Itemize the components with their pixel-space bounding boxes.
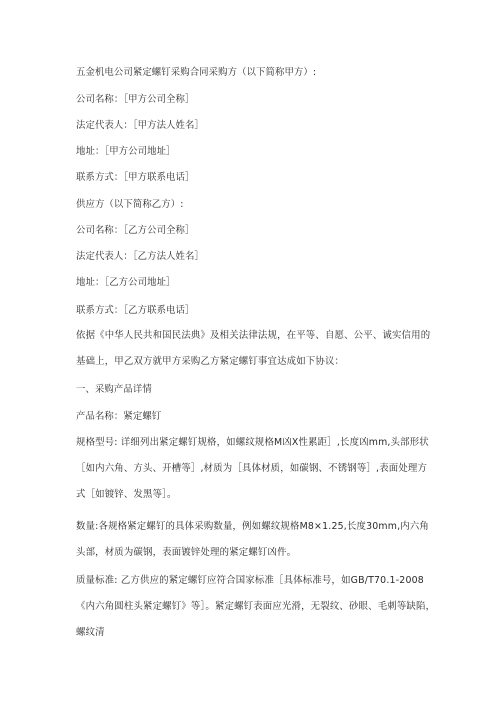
quality-paragraph: 质量标准: 乙方供应的紧定螺钉应符合国家标准［具体标准号，如GB/T70.1-2008《内六角圆柱头紧定螺钉》等］。紧定螺钉表面应光滑，无裂纹、砂眼、毛刺等缺陷，螺纹清 <box>76 575 436 638</box>
spec-paragraph: 规格型号: 详细列出紧定螺钉规格，如螺纹规格M凶X性累距］,长度凶mm,头部形状［如内六角、方头、开槽等］,材质为［具体材质，如碳钢、不锈钢等］,表面处理方式［如镀锌、发黑等］。 <box>76 437 429 500</box>
supplier-intro: 供应方（以下简称乙方）: <box>76 199 184 210</box>
party-a-address: 地址：［甲方公司地址］ <box>76 146 176 157</box>
quantity-paragraph: 数量:各规格紧定螺钉的具体采购数量，例如螺纹规格M8×1.25,长度30mm,内六角头部，材质为碳钢，表面镀锌处理的紧定螺钉凶件。 <box>76 521 429 558</box>
section-heading: 一、采购产品详情 <box>76 384 152 395</box>
contract-intro: 五金机电公司紧定螺钉采购合同采购方（以下简称甲方）: <box>76 67 317 78</box>
product-name: 产品名称：紧定螺钉 <box>76 411 162 422</box>
party-a-contact: 联系方式：［甲方联系电话］ <box>76 172 195 183</box>
party-b-company-name: 公司名称：［乙方公司全称］ <box>76 225 195 236</box>
party-b-contact: 联系方式：［乙方联系电话］ <box>76 305 195 316</box>
party-a-legal-rep: 法定代表人：［甲方法人姓名］ <box>76 120 204 131</box>
legal-basis-paragraph: 依据《中华人民共和国民法典》及相关法律法规，在平等、自愿、公平、诚实信用的基础上，甲乙双方就甲方采购乙方紧定螺钉事宜达成如下协议： <box>76 330 431 367</box>
party-b-legal-rep: 法定代表人：［乙方法人姓名］ <box>76 251 204 262</box>
party-a-company-name: 公司名称：［甲方公司全称］ <box>76 94 195 105</box>
party-b-address: 地址：［乙方公司地址］ <box>76 277 176 288</box>
